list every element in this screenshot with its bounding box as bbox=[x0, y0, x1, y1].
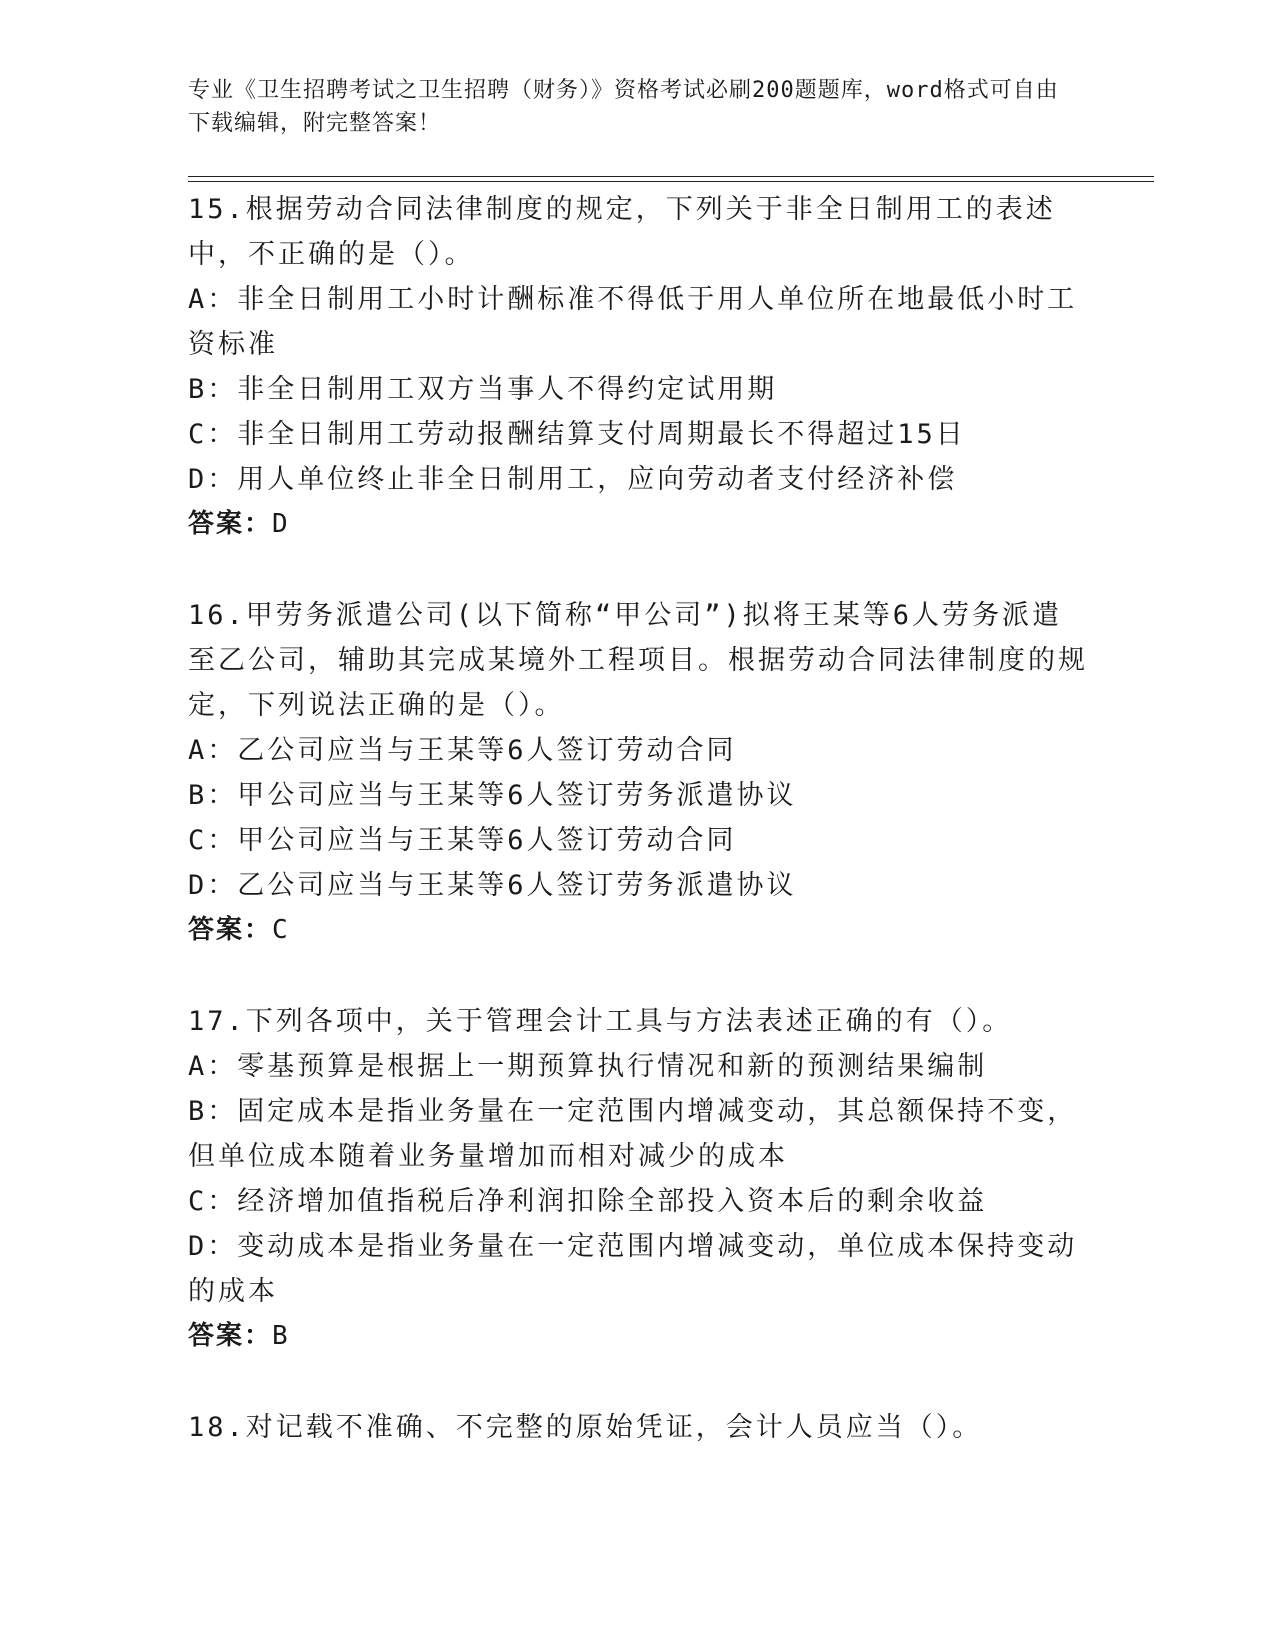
question-gap bbox=[188, 953, 1088, 999]
answer-value: C bbox=[272, 915, 288, 945]
option-d: D：用人单位终止非全日制用工，应向劳动者支付经济补偿 bbox=[188, 464, 958, 495]
question-list bbox=[188, 187, 1088, 1450]
option-c: C：经济增加值指税后净利润扣除全部投入资本后的剩余收益 bbox=[188, 1186, 988, 1217]
question-15 bbox=[188, 187, 1088, 547]
question-gap bbox=[188, 1359, 1088, 1405]
answer-label: 答案： bbox=[188, 915, 273, 945]
answer-value: B bbox=[272, 1321, 288, 1351]
question-stem: 17.下列各项中，关于管理会计工具与方法表述正确的有（）。 bbox=[188, 1006, 1013, 1037]
answer-value: D bbox=[272, 509, 288, 539]
option-b: B：固定成本是指业务量在一定范围内增减变动，其总额保持不变，但单位成本随着业务量增加而相对减少的成本 bbox=[188, 1096, 1078, 1172]
header-rule-top bbox=[188, 176, 1154, 177]
option-c: C：非全日制用工劳动报酬结算支付周期最长不得超过15日 bbox=[188, 419, 966, 450]
answer-label: 答案： bbox=[188, 1321, 273, 1351]
question-stem: 15.根据劳动合同法律制度的规定，下列关于非全日制用工的表述中，不正确的是（）。 bbox=[188, 194, 1056, 270]
option-a: A：非全日制用工小时计酬标准不得低于用人单位所在地最低小时工资标准 bbox=[188, 284, 1078, 360]
answer-line bbox=[188, 1314, 1088, 1359]
option-b: B：甲公司应当与王某等6人签订劳务派遣协议 bbox=[188, 780, 797, 811]
answer-label: 答案： bbox=[188, 509, 273, 539]
question-gap bbox=[188, 547, 1088, 593]
question-18 bbox=[188, 1405, 1088, 1450]
option-d: D：变动成本是指业务量在一定范围内增减变动，单位成本保持变动的成本 bbox=[188, 1231, 1078, 1307]
page-header: 专业《卫生招聘考试之卫生招聘（财务）》资格考试必刷200题题库，word格式可自由下载编辑，附完整答案！ bbox=[188, 78, 1059, 136]
option-c: C：甲公司应当与王某等6人签订劳动合同 bbox=[188, 825, 737, 856]
option-a: A：乙公司应当与王某等6人签订劳动合同 bbox=[188, 735, 737, 766]
question-17 bbox=[188, 999, 1088, 1359]
answer-line bbox=[188, 908, 1088, 953]
option-a: A：零基预算是根据上一期预算执行情况和新的预测结果编制 bbox=[188, 1051, 988, 1082]
option-b: B：非全日制用工双方当事人不得约定试用期 bbox=[188, 374, 778, 405]
header-rule-bottom bbox=[188, 181, 1154, 182]
question-stem: 18.对记载不准确、不完整的原始凭证，会计人员应当（）。 bbox=[188, 1412, 983, 1443]
question-stem: 16.甲劳务派遣公司(以下简称“甲公司”)拟将王某等6人劳务派遣至乙公司，辅助其完成某境外工程项目。根据劳动合同法律制度的规定，下列说法正确的是（）。 bbox=[188, 600, 1088, 721]
answer-line bbox=[188, 502, 1088, 547]
question-16 bbox=[188, 593, 1088, 953]
option-d: D：乙公司应当与王某等6人签订劳务派遣协议 bbox=[188, 870, 797, 901]
